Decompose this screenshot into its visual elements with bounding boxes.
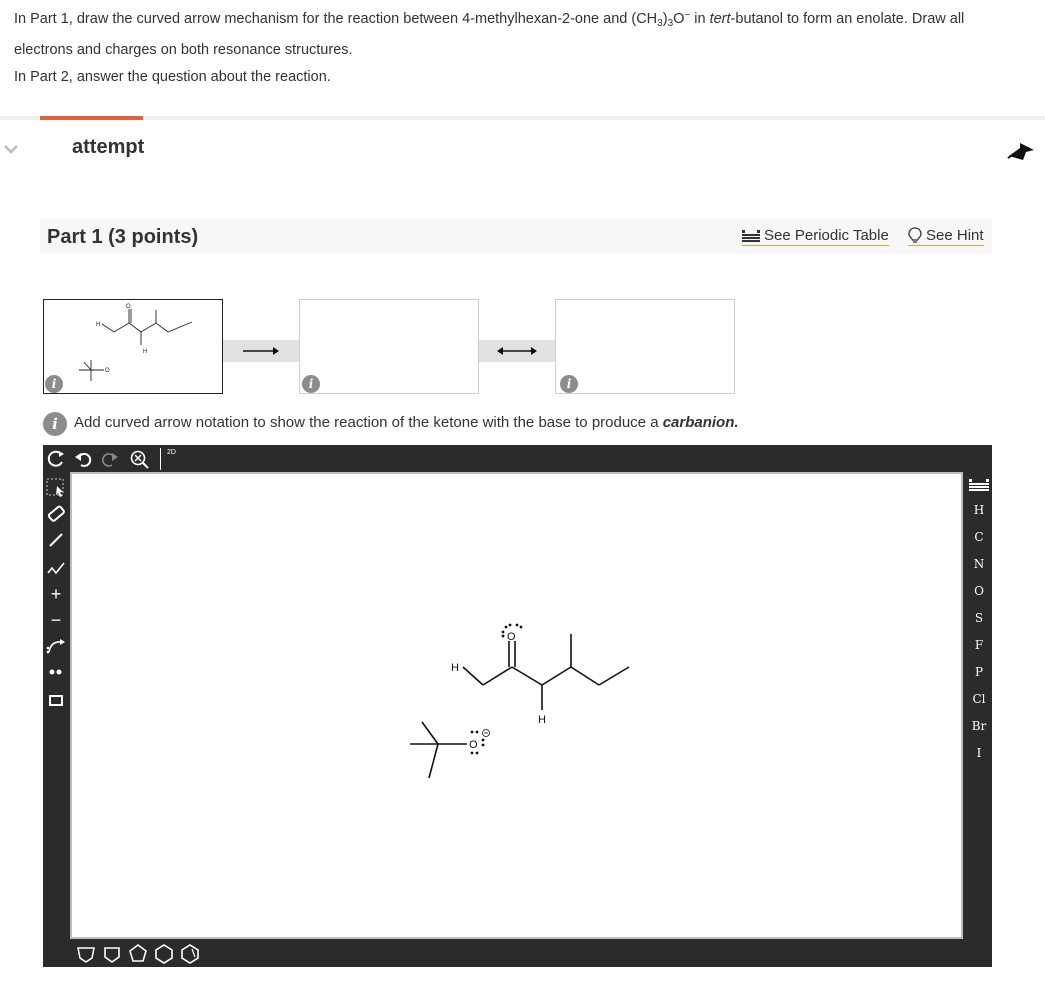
ring-icon[interactable] (153, 943, 175, 965)
pin-icon[interactable] (1006, 134, 1040, 162)
reactant-thumbnail (44, 300, 222, 393)
atom-label-h: H (451, 662, 459, 674)
molecule-structure (72, 474, 961, 937)
eraser-icon[interactable] (45, 503, 67, 525)
see-hint-link[interactable] (908, 227, 984, 246)
divider-accent (40, 116, 143, 120)
thumb-o-ketone: O (126, 304, 131, 310)
element-button-s[interactable]: S (974, 611, 984, 625)
part-title: Part 1 (3 points) (47, 226, 199, 248)
instructions-text: In Part 1, draw the curved arrow mechanism for the reaction between 4-methylhexan-2-one and $(CH_3)_3O^-$ in tert-butanol to form an enolate. Draw all electrons and charges on both resonance structures. In Part 2, answer the question about the reaction. (14, 10, 965, 85)
info-icon[interactable]: i (560, 375, 578, 393)
select-icon[interactable] (45, 477, 67, 499)
intermediate-structure-box[interactable] (299, 299, 479, 394)
bond-icon[interactable] (45, 529, 67, 551)
lightbulb-icon (908, 227, 922, 244)
element-button-i[interactable]: I (976, 746, 982, 760)
reaction-arrow-bar (223, 340, 299, 362)
ring-icon[interactable] (127, 943, 149, 965)
atom-label-o: O (469, 739, 478, 751)
hint-label: See Hint (926, 227, 984, 244)
info-icon[interactable]: i (43, 412, 67, 436)
periodic-table-icon (742, 229, 760, 243)
plus-charge-icon[interactable]: + (50, 584, 62, 604)
info-icon[interactable]: i (45, 375, 63, 393)
periodic-table-icon[interactable] (968, 478, 990, 494)
instruction-text: Add curved arrow notation to show the reaction of the ketone with the base to produce a carbanion. (74, 414, 739, 431)
periodic-table-link[interactable] (742, 227, 889, 246)
attempt-label: attempt (72, 136, 145, 158)
lone-pair-icon[interactable] (45, 661, 67, 683)
periodic-table-label: See Periodic Table (764, 227, 889, 244)
atom-label-h: H (538, 714, 546, 726)
rectangle-icon[interactable] (45, 689, 67, 711)
element-button-br[interactable]: Br (971, 719, 987, 733)
reaction-arrow-icon (223, 340, 299, 362)
resonance-arrow-bar (479, 340, 555, 362)
info-icon[interactable]: i (302, 375, 320, 393)
resonance-structure-box[interactable] (555, 299, 735, 394)
chain-icon[interactable] (45, 557, 67, 579)
element-button-cl[interactable]: Cl (972, 692, 986, 706)
resonance-arrow-icon (479, 340, 555, 362)
thumb-h-left: H (96, 322, 101, 328)
element-button-f[interactable]: F (974, 638, 984, 652)
thumb-o-base: O (105, 368, 110, 374)
clear-canvas-icon[interactable] (45, 448, 67, 470)
curved-arrow-icon[interactable] (45, 635, 67, 657)
redo-icon[interactable] (98, 448, 120, 470)
element-button-n[interactable]: N (973, 557, 985, 571)
undo-icon[interactable] (73, 448, 95, 470)
atom-label-o: O (507, 631, 516, 643)
reactant-structure-box[interactable] (43, 299, 223, 394)
element-button-p[interactable]: P (974, 665, 984, 679)
element-button-h[interactable]: H (973, 503, 985, 517)
element-button-c[interactable]: C (974, 530, 984, 544)
minus-charge-icon[interactable]: − (50, 610, 62, 630)
chevron-down-icon[interactable] (2, 142, 20, 156)
thumb-h-bottom: H (143, 349, 148, 355)
ring-icon[interactable] (179, 943, 201, 965)
clean-2d-button[interactable]: 2D (160, 448, 182, 470)
ring-icon[interactable] (75, 943, 97, 965)
ring-icon[interactable] (101, 943, 123, 965)
zoom-icon[interactable] (128, 448, 150, 470)
drawing-canvas[interactable] (70, 472, 963, 939)
element-button-o[interactable]: O (974, 584, 984, 598)
section-divider (0, 116, 1045, 120)
